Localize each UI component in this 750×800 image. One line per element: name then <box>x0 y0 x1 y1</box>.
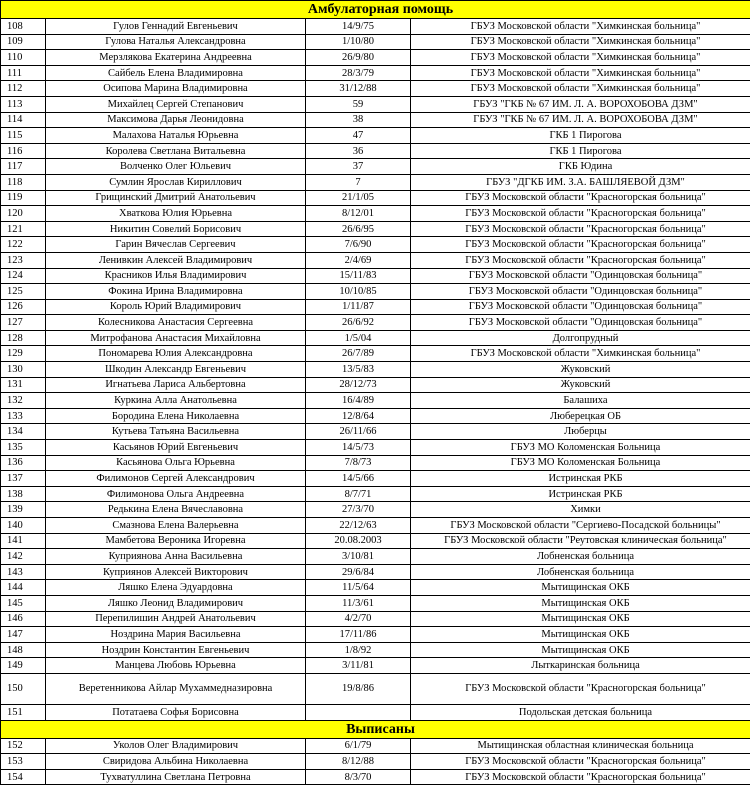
patient-name: Сумлин Ярослав Кириллович <box>46 174 306 190</box>
row-number: 143 <box>1 564 46 580</box>
hospital: Лобненская больница <box>411 564 750 580</box>
table-row <box>1 658 750 674</box>
row-number: 112 <box>1 81 46 97</box>
hospital: ГБУЗ Московской области "Красногорская больница" <box>411 190 750 206</box>
birth-date: 28/3/79 <box>306 65 411 81</box>
row-number: 149 <box>1 658 46 674</box>
table-row <box>1 642 750 658</box>
patient-name: Красников Илья Владимирович <box>46 268 306 284</box>
hospital: ГБУЗ Московской области "Одинцовская больница" <box>411 315 750 331</box>
table-row <box>1 330 750 346</box>
table-row <box>1 518 750 534</box>
row-number: 150 <box>1 673 46 704</box>
patient-name: Мерзлякова Екатерина Андреевна <box>46 50 306 66</box>
patient-name: Королева Светлана Витальевна <box>46 143 306 159</box>
patient-name: Осипова Марина Владимировна <box>46 81 306 97</box>
patient-name: Потатаева Софья Борисовна <box>46 704 306 720</box>
patient-name: Касьянова Ольга Юрьевна <box>46 455 306 471</box>
hospital: ГБУЗ Московской области "Сергиево-Посадской больницы" <box>411 518 750 534</box>
table-row <box>1 486 750 502</box>
hospital: Балашиха <box>411 393 750 409</box>
birth-date: 29/6/84 <box>306 564 411 580</box>
hospital: ГБУЗ Московской области "Реутовская клиническая больница" <box>411 533 750 549</box>
birth-date: 14/9/75 <box>306 19 411 35</box>
patient-name: Манцева Любовь Юрьевна <box>46 658 306 674</box>
birth-date: 27/3/70 <box>306 502 411 518</box>
hospital: ГБУЗ Московской области "Химкинская больница" <box>411 81 750 97</box>
table-row <box>1 143 750 159</box>
patient-name: Ноздрин Константин Евгеньевич <box>46 642 306 658</box>
hospital: ГКБ 1 Пирогова <box>411 143 750 159</box>
birth-date: 59 <box>306 96 411 112</box>
birth-date: 11/3/61 <box>306 595 411 611</box>
row-number: 126 <box>1 299 46 315</box>
row-number: 146 <box>1 611 46 627</box>
patient-name: Сайбель Елена Владимировна <box>46 65 306 81</box>
birth-date: 10/10/85 <box>306 284 411 300</box>
table-row <box>1 284 750 300</box>
row-number: 128 <box>1 330 46 346</box>
row-number: 125 <box>1 284 46 300</box>
table-row <box>1 19 750 35</box>
section-title: Амбулаторная помощь <box>1 1 750 19</box>
hospital: ГБУЗ Московской области "Химкинская больница" <box>411 19 750 35</box>
birth-date: 3/10/81 <box>306 549 411 565</box>
hospital: ГБУЗ "ГКБ № 67 ИМ. Л. А. ВОРОХОБОВА ДЗМ" <box>411 96 750 112</box>
table-row <box>1 595 750 611</box>
table-row <box>1 455 750 471</box>
hospital: ГБУЗ Московской области "Красногорская больница" <box>411 206 750 222</box>
row-number: 129 <box>1 346 46 362</box>
table-row <box>1 611 750 627</box>
table-row <box>1 408 750 424</box>
patient-name: Куркина Алла Анатольевна <box>46 393 306 409</box>
hospital: ГБУЗ "ДГКБ ИМ. З.А. БАШЛЯЕВОЙ ДЗМ" <box>411 174 750 190</box>
hospital: Истринская РКБ <box>411 471 750 487</box>
patient-name: Филимонова Ольга Андреевна <box>46 486 306 502</box>
table-row <box>1 346 750 362</box>
row-number: 148 <box>1 642 46 658</box>
patient-name: Куприянов Алексей Викторович <box>46 564 306 580</box>
table-row <box>1 159 750 175</box>
table-row <box>1 424 750 440</box>
birth-date: 13/5/83 <box>306 362 411 378</box>
table-row <box>1 96 750 112</box>
table-row <box>1 190 750 206</box>
patient-name: Касьянов Юрий Евгеньевич <box>46 440 306 456</box>
patient-name: Перепилишин Андрей Анатольевич <box>46 611 306 627</box>
birth-date: 7 <box>306 174 411 190</box>
row-number: 145 <box>1 595 46 611</box>
birth-date: 1/5/04 <box>306 330 411 346</box>
table-row <box>1 393 750 409</box>
birth-date: 47 <box>306 128 411 144</box>
hospital: ГКБ 1 Пирогова <box>411 128 750 144</box>
row-number: 113 <box>1 96 46 112</box>
row-number: 136 <box>1 455 46 471</box>
birth-date: 6/1/79 <box>306 738 411 754</box>
birth-date: 1/11/87 <box>306 299 411 315</box>
hospital: ГБУЗ Московской области "Красногорская больница" <box>411 769 750 785</box>
hospital: ГБУЗ Московской области "Красногорская больница" <box>411 221 750 237</box>
patient-name: Уколов Олег Владимирович <box>46 738 306 754</box>
table-row <box>1 754 750 770</box>
row-number: 144 <box>1 580 46 596</box>
birth-date: 26/7/89 <box>306 346 411 362</box>
section-header <box>1 720 750 738</box>
birth-date: 17/11/86 <box>306 627 411 643</box>
row-number: 139 <box>1 502 46 518</box>
patient-name: Гарин Вячеслав Сергеевич <box>46 237 306 253</box>
row-number: 154 <box>1 769 46 785</box>
table-row <box>1 704 750 720</box>
birth-date: 7/6/90 <box>306 237 411 253</box>
birth-date: 28/12/73 <box>306 377 411 393</box>
row-number: 123 <box>1 252 46 268</box>
patient-name: Тухватуллина Светлана Петровна <box>46 769 306 785</box>
table-row <box>1 580 750 596</box>
table-row <box>1 673 750 704</box>
patient-name: Митрофанова Анастасия Михайловна <box>46 330 306 346</box>
patient-name: Куприянова Анна Васильевна <box>46 549 306 565</box>
row-number: 119 <box>1 190 46 206</box>
table-row <box>1 237 750 253</box>
table-row <box>1 206 750 222</box>
hospital: Мытищинская ОКБ <box>411 595 750 611</box>
birth-date: 37 <box>306 159 411 175</box>
birth-date: 11/5/64 <box>306 580 411 596</box>
row-number: 111 <box>1 65 46 81</box>
section-header <box>1 1 750 19</box>
row-number: 152 <box>1 738 46 754</box>
row-number: 120 <box>1 206 46 222</box>
hospital: Лобненская больница <box>411 549 750 565</box>
birth-date: 12/8/64 <box>306 408 411 424</box>
hospital: ГБУЗ МО Коломенская Больница <box>411 440 750 456</box>
row-number: 130 <box>1 362 46 378</box>
hospital: Химки <box>411 502 750 518</box>
row-number: 134 <box>1 424 46 440</box>
row-number: 133 <box>1 408 46 424</box>
hospital: ГБУЗ "ГКБ № 67 ИМ. Л. А. ВОРОХОБОВА ДЗМ" <box>411 112 750 128</box>
table-row <box>1 65 750 81</box>
table-row <box>1 769 750 785</box>
hospital: ГБУЗ Московской области "Химкинская больница" <box>411 34 750 50</box>
table-row <box>1 174 750 190</box>
patient-name: Гулова Наталья Александровна <box>46 34 306 50</box>
row-number: 151 <box>1 704 46 720</box>
table-row <box>1 81 750 97</box>
row-number: 137 <box>1 471 46 487</box>
hospital: Жуковский <box>411 377 750 393</box>
birth-date: 16/4/89 <box>306 393 411 409</box>
hospital: ГБУЗ МО Коломенская Больница <box>411 455 750 471</box>
patient-name: Ляшко Елена Эдуардовна <box>46 580 306 596</box>
birth-date: 26/6/95 <box>306 221 411 237</box>
row-number: 153 <box>1 754 46 770</box>
birth-date: 36 <box>306 143 411 159</box>
section-title: Выписаны <box>1 720 750 738</box>
row-number: 115 <box>1 128 46 144</box>
birth-date: 3/11/81 <box>306 658 411 674</box>
table-row <box>1 564 750 580</box>
birth-date: 26/6/92 <box>306 315 411 331</box>
table-row <box>1 299 750 315</box>
row-number: 108 <box>1 19 46 35</box>
patient-name: Никитин Совелий Борисович <box>46 221 306 237</box>
table-row <box>1 440 750 456</box>
row-number: 118 <box>1 174 46 190</box>
patient-name: Михайлец Сергей Степанович <box>46 96 306 112</box>
table-row <box>1 128 750 144</box>
birth-date: 20.08.2003 <box>306 533 411 549</box>
table-row <box>1 377 750 393</box>
row-number: 132 <box>1 393 46 409</box>
hospital: ГБУЗ Московской области "Одинцовская больница" <box>411 284 750 300</box>
table-row <box>1 34 750 50</box>
table-row <box>1 627 750 643</box>
patient-name: Бородина Елена Николаевна <box>46 408 306 424</box>
birth-date: 4/2/70 <box>306 611 411 627</box>
birth-date: 14/5/73 <box>306 440 411 456</box>
patient-name: Гулов Геннадий Евгеньевич <box>46 19 306 35</box>
hospital: ГБУЗ Московской области "Красногорская больница" <box>411 237 750 253</box>
table-row <box>1 315 750 331</box>
hospital: ГКБ Юдина <box>411 159 750 175</box>
hospital: ГБУЗ Московской области "Одинцовская больница" <box>411 268 750 284</box>
hospital: ГБУЗ Московской области "Химкинская больница" <box>411 65 750 81</box>
birth-date: 21/1/05 <box>306 190 411 206</box>
row-number: 116 <box>1 143 46 159</box>
row-number: 131 <box>1 377 46 393</box>
row-number: 109 <box>1 34 46 50</box>
hospital: ГБУЗ Московской области "Красногорская больница" <box>411 673 750 704</box>
row-number: 141 <box>1 533 46 549</box>
birth-date: 8/3/70 <box>306 769 411 785</box>
hospital: Мытищинская ОКБ <box>411 611 750 627</box>
birth-date: 31/12/88 <box>306 81 411 97</box>
table-row <box>1 50 750 66</box>
patient-name: Шкодин Александр Евгеньевич <box>46 362 306 378</box>
patient-name: Игнатьева Лариса Альбертовна <box>46 377 306 393</box>
birth-date: 22/12/63 <box>306 518 411 534</box>
patient-name: Пономарева Юлия Александровна <box>46 346 306 362</box>
patient-name: Ляшко Леонид Владимирович <box>46 595 306 611</box>
birth-date: 8/12/88 <box>306 754 411 770</box>
table-row <box>1 252 750 268</box>
patient-name: Малахова Наталья Юрьевна <box>46 128 306 144</box>
hospital: Люберцы <box>411 424 750 440</box>
hospital: ГБУЗ Московской области "Одинцовская больница" <box>411 299 750 315</box>
patient-name: Хваткова Юлия Юрьевна <box>46 206 306 222</box>
patient-name: Фокина Ирина Владимировна <box>46 284 306 300</box>
patient-name: Грищинский Дмитрий Анатольевич <box>46 190 306 206</box>
patient-name: Свиридова Альбина Николаевна <box>46 754 306 770</box>
birth-date: 1/8/92 <box>306 642 411 658</box>
birth-date: 8/12/01 <box>306 206 411 222</box>
hospital: ГБУЗ Московской области "Красногорская больница" <box>411 252 750 268</box>
birth-date: 2/4/69 <box>306 252 411 268</box>
row-number: 124 <box>1 268 46 284</box>
patient-name: Смазнова Елена Валерьевна <box>46 518 306 534</box>
patient-name: Король Юрий Владимирович <box>46 299 306 315</box>
row-number: 121 <box>1 221 46 237</box>
hospital: Мытищинская ОКБ <box>411 580 750 596</box>
hospital: Люберецкая ОБ <box>411 408 750 424</box>
birth-date <box>306 704 411 720</box>
birth-date: 19/8/86 <box>306 673 411 704</box>
birth-date: 1/10/80 <box>306 34 411 50</box>
row-number: 142 <box>1 549 46 565</box>
birth-date: 26/9/80 <box>306 50 411 66</box>
patient-name: Колесникова Анастасия Сергеевна <box>46 315 306 331</box>
table-row <box>1 268 750 284</box>
birth-date: 8/7/71 <box>306 486 411 502</box>
row-number: 114 <box>1 112 46 128</box>
patient-table-body <box>1 1 750 785</box>
hospital: Долгопрудный <box>411 330 750 346</box>
patient-name: Веретенникова Айлар Мухаммедназировна <box>46 673 306 704</box>
patient-name: Мамбетова Вероника Игоревна <box>46 533 306 549</box>
table-row <box>1 533 750 549</box>
table-row <box>1 549 750 565</box>
birth-date: 7/8/73 <box>306 455 411 471</box>
patient-name: Волченко Олег Юльевич <box>46 159 306 175</box>
row-number: 140 <box>1 518 46 534</box>
birth-date: 15/11/83 <box>306 268 411 284</box>
row-number: 122 <box>1 237 46 253</box>
hospital: ГБУЗ Московской области "Красногорская больница" <box>411 754 750 770</box>
patient-name: Кутьева Татьяна Васильевна <box>46 424 306 440</box>
table-row <box>1 738 750 754</box>
birth-date: 26/11/66 <box>306 424 411 440</box>
row-number: 138 <box>1 486 46 502</box>
patient-name: Ленивкин Алексей Владимирович <box>46 252 306 268</box>
hospital: ГБУЗ Московской области "Химкинская больница" <box>411 50 750 66</box>
table-row <box>1 112 750 128</box>
row-number: 110 <box>1 50 46 66</box>
patient-name: Максимова Дарья Леонидовна <box>46 112 306 128</box>
row-number: 117 <box>1 159 46 175</box>
table-row <box>1 221 750 237</box>
hospital: Мытищинская областная клиническая больница <box>411 738 750 754</box>
patient-name: Редькина Елена Вячеславовна <box>46 502 306 518</box>
hospital: Мытищинская ОКБ <box>411 642 750 658</box>
hospital: Жуковский <box>411 362 750 378</box>
table-row <box>1 471 750 487</box>
hospital: Лыткаринская больница <box>411 658 750 674</box>
hospital: Истринская РКБ <box>411 486 750 502</box>
hospital: Подольская детская больница <box>411 704 750 720</box>
hospital: Мытищинская ОКБ <box>411 627 750 643</box>
patient-name: Филимонов Сергей Александрович <box>46 471 306 487</box>
patient-name: Ноздрина Мария Васильевна <box>46 627 306 643</box>
row-number: 135 <box>1 440 46 456</box>
table-row <box>1 362 750 378</box>
birth-date: 14/5/66 <box>306 471 411 487</box>
birth-date: 38 <box>306 112 411 128</box>
row-number: 127 <box>1 315 46 331</box>
hospital: ГБУЗ Московской области "Химкинская больница" <box>411 346 750 362</box>
table-row <box>1 502 750 518</box>
row-number: 147 <box>1 627 46 643</box>
